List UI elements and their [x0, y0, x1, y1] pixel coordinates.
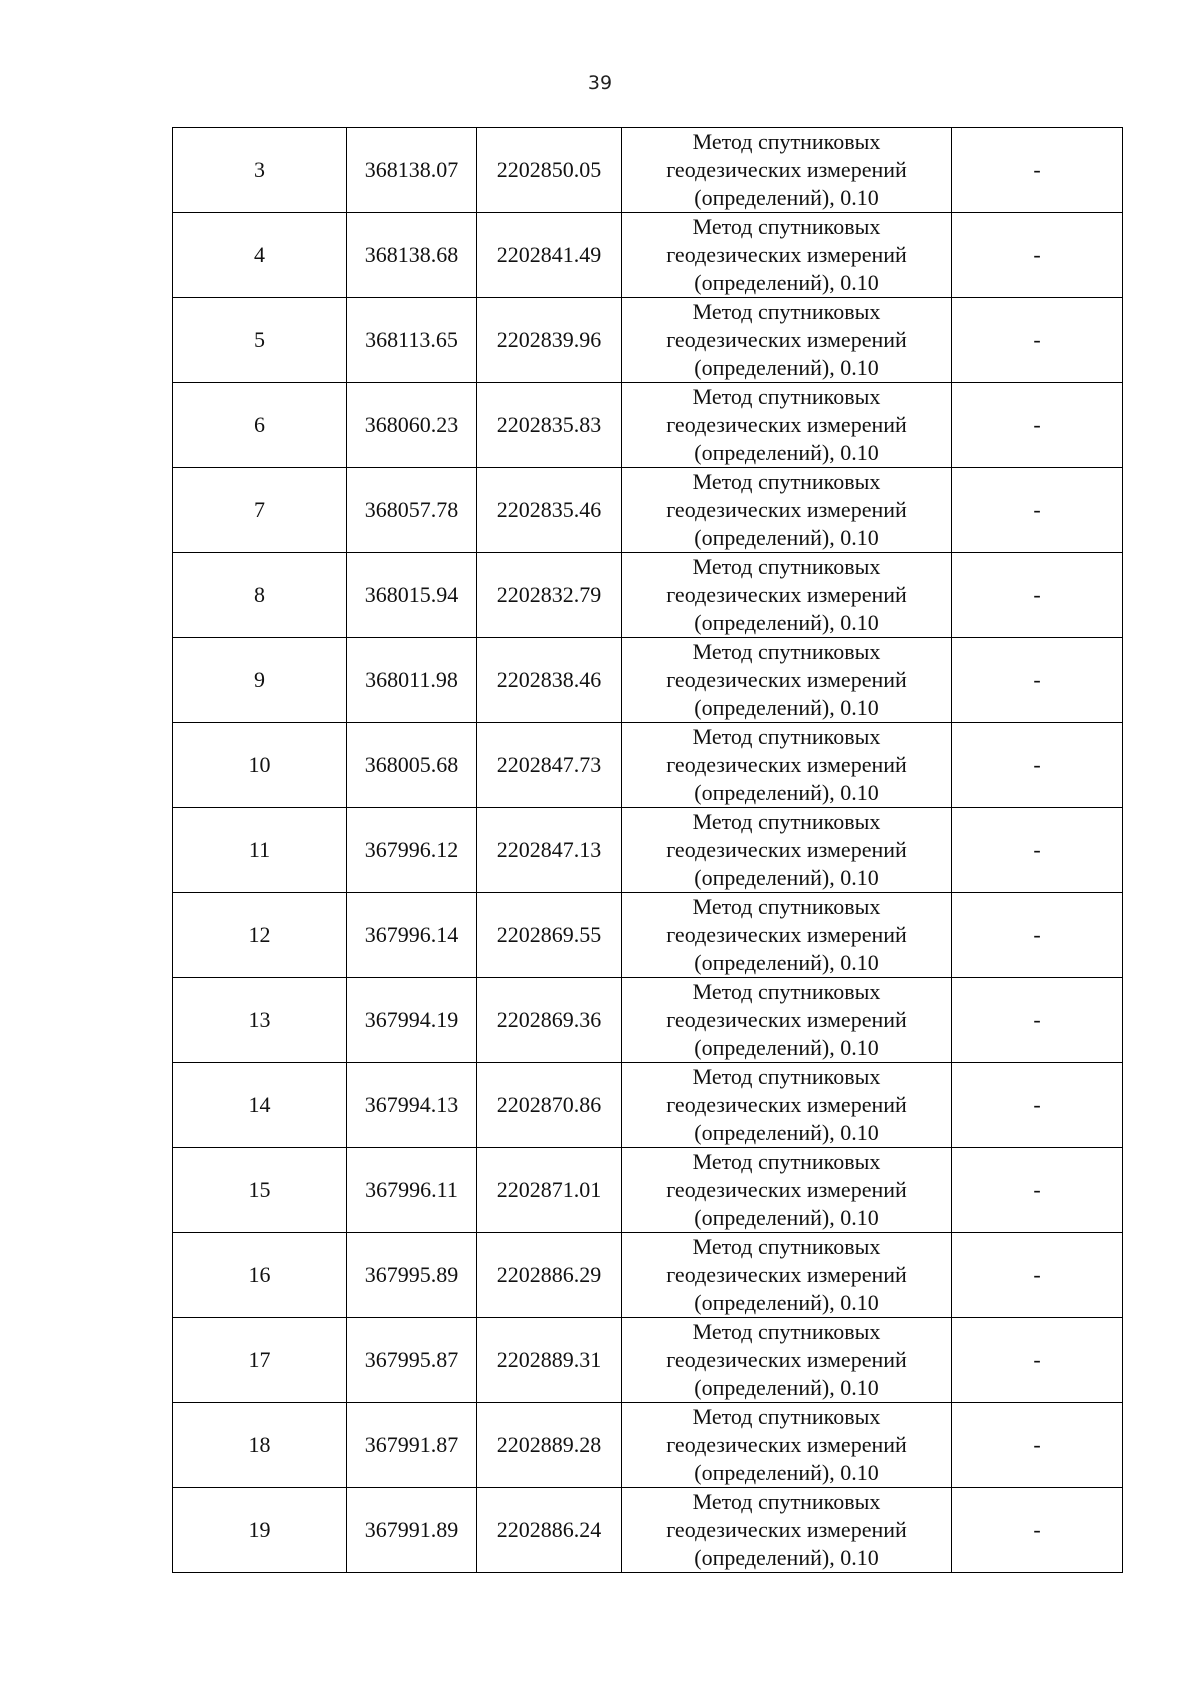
table-row	[173, 1318, 1123, 1403]
note-cell: -	[952, 1318, 1123, 1403]
note-cell: -	[952, 1488, 1123, 1573]
coord-x-cell: 368005.68	[347, 723, 477, 808]
coord-x-cell: 367994.13	[347, 1063, 477, 1148]
method-cell: Метод спутниковых геодезических измерений (определений), 0.10	[622, 978, 952, 1063]
note-cell: -	[952, 383, 1123, 468]
method-cell: Метод спутниковых геодезических измерений (определений), 0.10	[622, 1063, 952, 1148]
table-row	[173, 893, 1123, 978]
coord-y-cell: 2202832.79	[477, 553, 622, 638]
point-number-cell: 9	[173, 638, 347, 723]
method-cell: Метод спутниковых геодезических измерений (определений), 0.10	[622, 468, 952, 553]
coord-x-cell: 368113.65	[347, 298, 477, 383]
method-cell: Метод спутниковых геодезических измерений (определений), 0.10	[622, 553, 952, 638]
note-cell: -	[952, 723, 1123, 808]
point-number-cell: 12	[173, 893, 347, 978]
point-number-cell: 16	[173, 1233, 347, 1318]
note-cell: -	[952, 893, 1123, 978]
method-cell: Метод спутниковых геодезических измерений (определений), 0.10	[622, 1148, 952, 1233]
coord-y-cell: 2202889.28	[477, 1403, 622, 1488]
coord-y-cell: 2202886.24	[477, 1488, 622, 1573]
note-cell: -	[952, 1403, 1123, 1488]
coord-x-cell: 368015.94	[347, 553, 477, 638]
method-cell: Метод спутниковых геодезических измерений (определений), 0.10	[622, 1488, 952, 1573]
method-cell: Метод спутниковых геодезических измерений (определений), 0.10	[622, 893, 952, 978]
point-number-cell: 7	[173, 468, 347, 553]
coord-x-cell: 368138.68	[347, 213, 477, 298]
note-cell: -	[952, 808, 1123, 893]
coord-y-cell: 2202838.46	[477, 638, 622, 723]
coord-x-cell: 367991.87	[347, 1403, 477, 1488]
coord-y-cell: 2202841.49	[477, 213, 622, 298]
coord-x-cell: 368138.07	[347, 128, 477, 213]
note-cell: -	[952, 298, 1123, 383]
method-cell: Метод спутниковых геодезических измерений (определений), 0.10	[622, 128, 952, 213]
point-number-cell: 6	[173, 383, 347, 468]
coord-y-cell: 2202869.36	[477, 978, 622, 1063]
table-row	[173, 468, 1123, 553]
method-cell: Метод спутниковых геодезических измерений (определений), 0.10	[622, 723, 952, 808]
table-row	[173, 978, 1123, 1063]
coord-x-cell: 367996.12	[347, 808, 477, 893]
coord-y-cell: 2202839.96	[477, 298, 622, 383]
table-row	[173, 128, 1123, 213]
point-number-cell: 15	[173, 1148, 347, 1233]
note-cell: -	[952, 638, 1123, 723]
table-row	[173, 1063, 1123, 1148]
table-row	[173, 1233, 1123, 1318]
point-number-cell: 10	[173, 723, 347, 808]
table-row	[173, 1403, 1123, 1488]
coord-y-cell: 2202870.86	[477, 1063, 622, 1148]
coord-y-cell: 2202847.13	[477, 808, 622, 893]
point-number-cell: 18	[173, 1403, 347, 1488]
method-cell: Метод спутниковых геодезических измерений (определений), 0.10	[622, 808, 952, 893]
coord-y-cell: 2202889.31	[477, 1318, 622, 1403]
method-cell: Метод спутниковых геодезических измерений (определений), 0.10	[622, 383, 952, 468]
method-cell: Метод спутниковых геодезических измерений (определений), 0.10	[622, 298, 952, 383]
table-row	[173, 383, 1123, 468]
table-row	[173, 1148, 1123, 1233]
coord-x-cell: 367991.89	[347, 1488, 477, 1573]
point-number-cell: 19	[173, 1488, 347, 1573]
note-cell: -	[952, 128, 1123, 213]
point-number-cell: 11	[173, 808, 347, 893]
method-cell: Метод спутниковых геодезических измерений (определений), 0.10	[622, 213, 952, 298]
coordinates-table	[172, 127, 1123, 1573]
method-cell: Метод спутниковых геодезических измерений (определений), 0.10	[622, 1318, 952, 1403]
coord-x-cell: 367996.11	[347, 1148, 477, 1233]
note-cell: -	[952, 978, 1123, 1063]
note-cell: -	[952, 468, 1123, 553]
point-number-cell: 5	[173, 298, 347, 383]
point-number-cell: 4	[173, 213, 347, 298]
coord-x-cell: 367995.89	[347, 1233, 477, 1318]
coord-x-cell: 367994.19	[347, 978, 477, 1063]
point-number-cell: 3	[173, 128, 347, 213]
coord-y-cell: 2202869.55	[477, 893, 622, 978]
point-number-cell: 13	[173, 978, 347, 1063]
page-number: 39	[587, 72, 613, 94]
coord-x-cell: 368011.98	[347, 638, 477, 723]
table-row	[173, 298, 1123, 383]
table-row	[173, 1488, 1123, 1573]
method-cell: Метод спутниковых геодезических измерений (определений), 0.10	[622, 1233, 952, 1318]
note-cell: -	[952, 1233, 1123, 1318]
method-cell: Метод спутниковых геодезических измерений (определений), 0.10	[622, 1403, 952, 1488]
table-row	[173, 808, 1123, 893]
coord-x-cell: 367996.14	[347, 893, 477, 978]
coord-y-cell: 2202835.83	[477, 383, 622, 468]
coord-y-cell: 2202835.46	[477, 468, 622, 553]
note-cell: -	[952, 553, 1123, 638]
note-cell: -	[952, 1148, 1123, 1233]
coord-y-cell: 2202871.01	[477, 1148, 622, 1233]
coord-x-cell: 368060.23	[347, 383, 477, 468]
coord-x-cell: 367995.87	[347, 1318, 477, 1403]
coord-y-cell: 2202847.73	[477, 723, 622, 808]
table-row	[173, 553, 1123, 638]
point-number-cell: 17	[173, 1318, 347, 1403]
point-number-cell: 8	[173, 553, 347, 638]
note-cell: -	[952, 1063, 1123, 1148]
table-row	[173, 638, 1123, 723]
table-row	[173, 213, 1123, 298]
coord-y-cell: 2202886.29	[477, 1233, 622, 1318]
coord-x-cell: 368057.78	[347, 468, 477, 553]
note-cell: -	[952, 213, 1123, 298]
coordinates-table-body	[173, 128, 1123, 1573]
method-cell: Метод спутниковых геодезических измерений (определений), 0.10	[622, 638, 952, 723]
coord-y-cell: 2202850.05	[477, 128, 622, 213]
table-row	[173, 723, 1123, 808]
point-number-cell: 14	[173, 1063, 347, 1148]
